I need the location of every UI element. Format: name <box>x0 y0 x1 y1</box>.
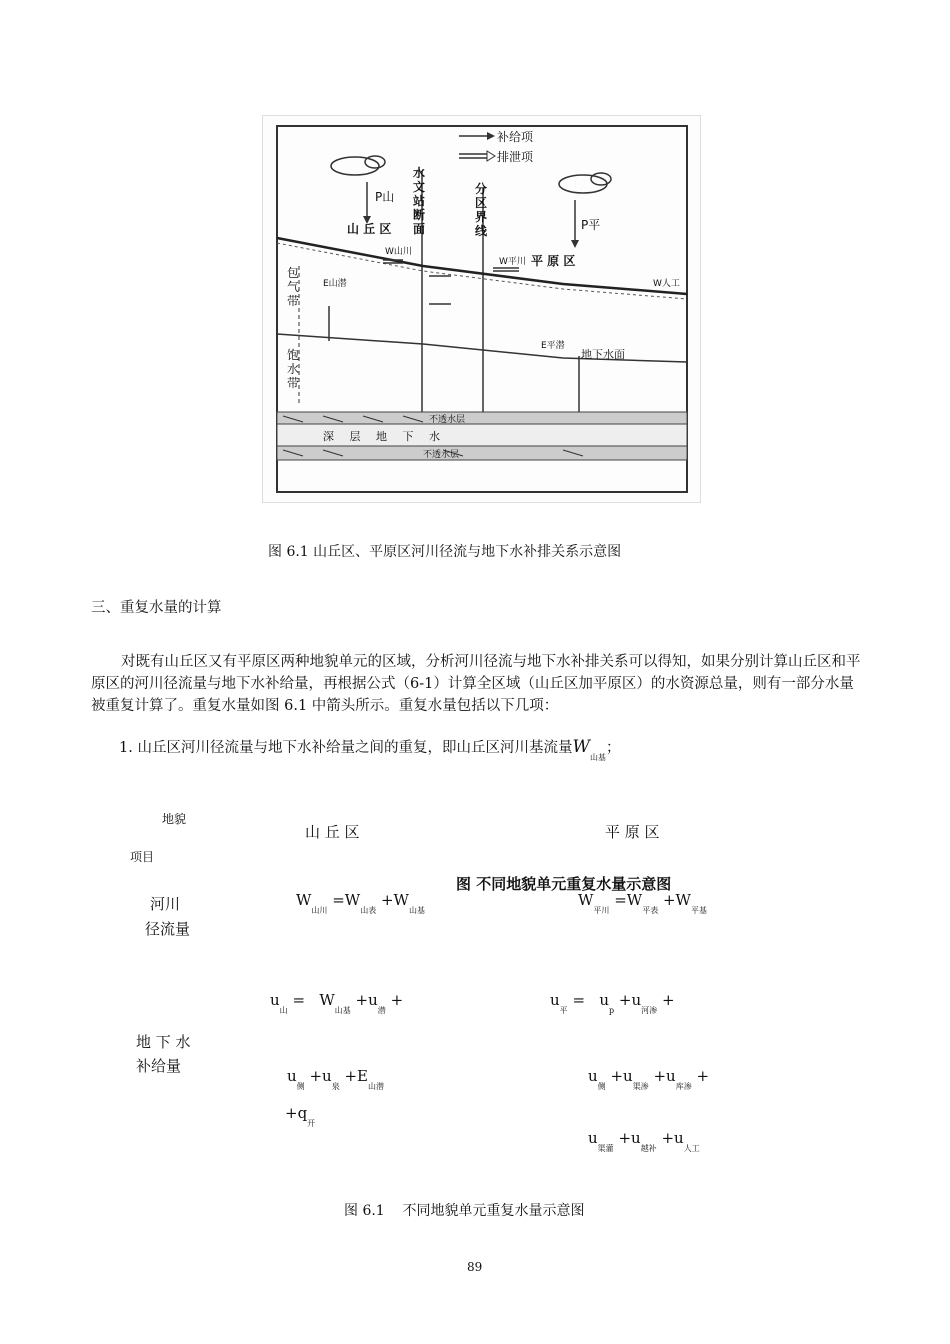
section-title: 三、重复水量的计算 <box>91 600 222 616</box>
col-header-hill: 山 丘 区 <box>305 823 360 841</box>
hill-runoff-equation: $W_{山川} =W_{山表} +W_{山基}$ <box>296 891 425 915</box>
row-runoff-label-b: 径流量 <box>145 920 191 938</box>
hill-zone-label: 山 丘 区 <box>347 222 392 236</box>
saturated-zone-label: 饱水带 <box>287 348 300 390</box>
table-caption: 图 6.1 不同地貌单元重复水量示意图 <box>344 1203 585 1219</box>
row-runoff-label-a: 河川 <box>150 895 181 913</box>
hill-recharge-equation-1: $u_山$ = $W_{山基} +u_潜$ + <box>270 991 404 1015</box>
aquiclude-label: 不透水层 <box>423 450 460 460</box>
w-hill-label: W山川 <box>385 247 412 257</box>
cloud-icon <box>331 156 611 193</box>
plain-recharge-equation-2: $u_侧 +u_{渠渗} +u_{库渗}$ + <box>588 1067 710 1091</box>
plain-recharge-equation-3: $u_{渠灌} +u_{越补} +u_{人工}$ <box>588 1129 700 1153</box>
p-hill-label: P山 <box>375 190 395 204</box>
legend-discharge-label: 排泄项 <box>497 150 534 164</box>
body-paragraph: 对既有山丘区又有平原区两种地貌单元的区域，分析河川径流与地下水补排关系可以得知，如果分别计算山丘区和平原区的河川径流量与地下水补给量，再根据公式（6-1）计算全区域（山丘区加平原区）的水资源总量，则有一部分水量被重复计算了。重复水量如图 6.1 中箭头所示。重复水量包括以下几项： <box>91 654 861 714</box>
overlay-title: 图 不同地貌单元重复水量示意图 <box>456 875 672 893</box>
w-artificial-label: W人工 <box>653 279 680 289</box>
water-table-label: 地下水面 <box>581 348 625 361</box>
w-plain-label: W平川 <box>499 257 526 267</box>
figure-6-1-diagram <box>262 115 701 503</box>
hill-recharge-equation-2: $u_侧 +u_泉 +E_{山潜}$ <box>287 1067 384 1091</box>
list-item-1 <box>119 736 879 761</box>
w-symbol: W <box>572 737 590 757</box>
plain-recharge-equation-1: $u_平$ = $u_p +u_{河渗}$ + <box>550 991 675 1015</box>
plain-zone-label: 平 原 区 <box>531 254 576 268</box>
legend-supply-label: 补给项 <box>497 130 534 144</box>
station-label: 水文站断面 <box>413 166 426 236</box>
figure-caption: 图 6.1 山丘区、平原区河川径流与地下水补排关系示意图 <box>268 544 622 560</box>
hill-recharge-equation-3: $+q_开$ <box>285 1104 316 1128</box>
w-subscript: 山基 <box>589 753 606 762</box>
e-plain-label: E平潜 <box>541 341 565 351</box>
e-hill-label: E山潜 <box>323 279 347 289</box>
aquitard-label: 不透水层 <box>429 415 466 425</box>
plain-runoff-equation: $W_{平川} =W_{平表} +W_{平基}$ <box>578 891 707 915</box>
list-item-1-text: 1. 山丘区河川径流量与地下水补给量之间的重复，即山丘区河川基流量 <box>119 740 573 756</box>
list-item-1-tail: ； <box>605 740 621 756</box>
aeration-zone-label: 包气带 <box>287 266 300 308</box>
p-plain-label: P平 <box>581 218 601 232</box>
page-number: 89 <box>467 1260 483 1274</box>
row-recharge-label-a: 地 下 水 <box>136 1033 191 1051</box>
table-header-landform: 地貌 <box>162 812 187 826</box>
row-recharge-label-b: 补给量 <box>136 1057 182 1075</box>
table-header-item: 项目 <box>130 850 155 864</box>
col-header-plain: 平 原 区 <box>605 823 660 841</box>
deep-groundwater-label: 深 层 地 下 水 <box>323 430 446 443</box>
boundary-label: 分区界线 <box>475 182 488 238</box>
